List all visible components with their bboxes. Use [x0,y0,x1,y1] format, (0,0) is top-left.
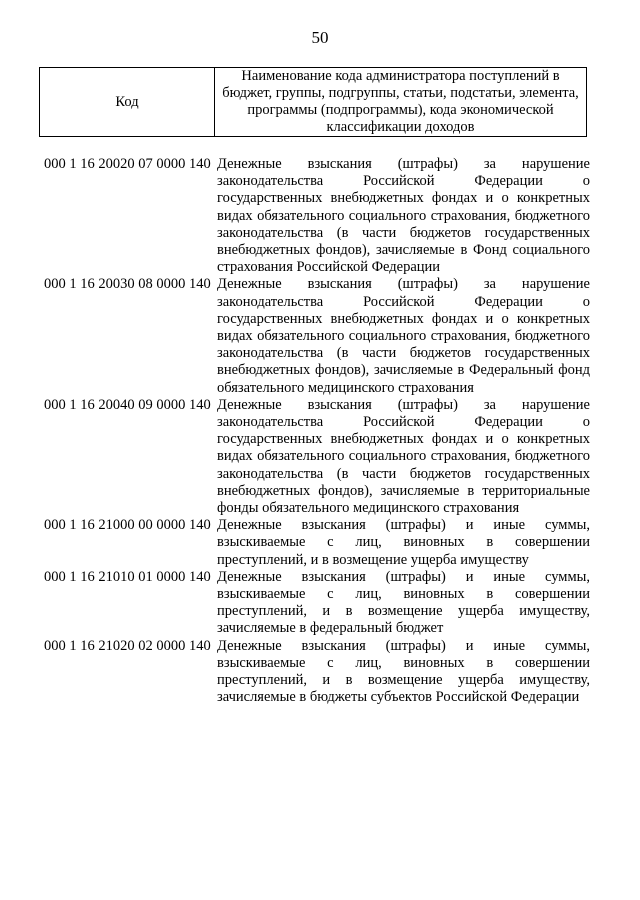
row-code: 000 1 16 21020 02 0000 140 [44,637,211,654]
classification-list [44,156,590,707]
list-item [44,638,590,707]
row-code: 000 1 16 21000 00 0000 140 [44,517,211,534]
row-code: 000 1 16 21010 01 0000 140 [44,568,211,585]
list-item [44,397,590,517]
row-code: 000 1 16 20040 09 0000 140 [44,396,211,413]
row-description: Денежные взыскания (штрафы) и иные суммы, взыскиваемые с лиц, виновных в совершении преступлений, и в возмещение ущерба имуществу [217,517,590,568]
page-number: 50 [311,28,329,47]
row-description: Денежные взыскания (штрафы) за нарушение законодательства Российской Федерации о государственных внебюджетных фондах и о конкретных видах обязательного социального страхования, бюджетного законодательства (в части бюджетов государственных внебюджетных фондов), зачисляемые в территориальные фонды обязательного медицинского страхования [217,396,590,517]
row-code: 000 1 16 20030 08 0000 140 [44,276,211,293]
list-item [44,156,590,276]
row-description: Денежные взыскания (штрафы) за нарушение законодательства Российской Федерации о государственных внебюджетных фондах и о конкретных видах обязательного социального страхования, бюджетного законодательства (в части бюджетов государственных внебюджетных фондов), зачисляемые в Федеральный фонд обязательного медицинского страхования [217,276,590,396]
row-code: 000 1 16 20020 07 0000 140 [44,156,211,172]
header-name-cell: Наименование кода администратора поступлений в бюджет, группы, подгруппы, статьи, подстатьи, элемента, программы (подпрограммы), кода экономической классификации доходов [215,68,587,137]
row-description: Денежные взыскания (штрафы) за нарушение законодательства Российской Федерации о государственных внебюджетных фондах и о конкретных видах обязательного социального страхования, бюджетного законодательства (в части бюджетов государственных внебюджетных фондов), зачисляемые в Фонд социального страхования Российской Федерации [217,156,590,276]
header-table [39,67,587,137]
list-item [44,517,590,569]
list-item [44,276,590,396]
list-item [44,569,590,638]
header-row [40,68,587,137]
row-description: Денежные взыскания (штрафы) и иные суммы, взыскиваемые с лиц, виновных в совершении преступлений, и в возмещение ущерба имуществу, зачисляемые в федеральный бюджет [217,568,590,637]
header-code-cell: Код [40,68,215,137]
row-description: Денежные взыскания (штрафы) и иные суммы, взыскиваемые с лиц, виновных в совершении преступлений, и в возмещение ущерба имуществу, зачисляемые в бюджеты субъектов Российской Федерации [217,637,590,706]
